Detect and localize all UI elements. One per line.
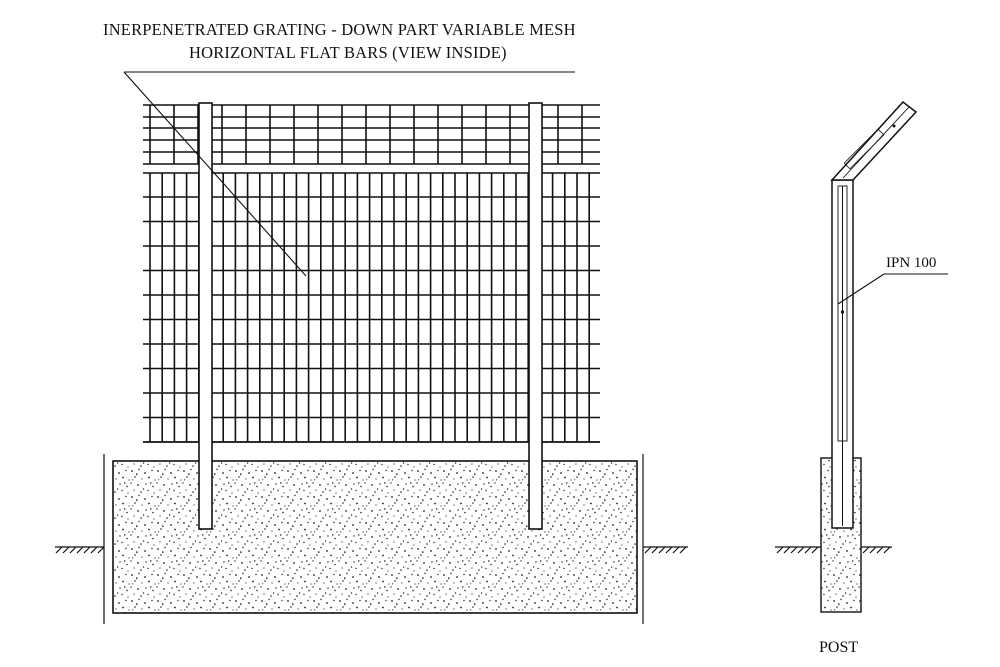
post-profile-label: IPN 100 [886,255,937,271]
ground-hatch [652,547,658,553]
ground-line-right [643,547,688,553]
ground-hatch [98,547,104,553]
post-detail [775,102,948,612]
ground-hatch [91,547,97,553]
post-caption: POST [819,639,859,656]
post-label-leader [838,274,948,304]
fence-post-right [529,103,542,529]
ground-hatch [877,547,883,553]
ground-hatch [870,547,876,553]
ground-hatch [777,547,783,553]
ground-hatch [791,547,797,553]
ground-hatch [63,547,69,553]
ground-hatch [645,547,651,553]
ground-hatch [798,547,804,553]
ground-hatch [70,547,76,553]
ground-line-left [55,547,104,553]
foundation-block [104,454,643,624]
drawing-title-line2: HORIZONTAL FLAT BARS (VIEW INSIDE) [189,43,507,62]
ground-hatch [77,547,83,553]
ground-hatch [805,547,811,553]
ground-hatch [666,547,672,553]
ground-hatch [884,547,890,553]
ground-hatch [863,547,869,553]
ground-hatch [84,547,90,553]
drawing-title-line1: INERPENETRATED GRATING - DOWN PART VARIABLE MESH [103,20,576,39]
ground-hatch [784,547,790,553]
post-profile [832,102,916,528]
ground-hatch [673,547,679,553]
ground-hatch [56,547,62,553]
ground-hatch [812,547,818,553]
ground-hatch [680,547,686,553]
ground-hatch [659,547,665,553]
fence-post-left [199,103,212,529]
